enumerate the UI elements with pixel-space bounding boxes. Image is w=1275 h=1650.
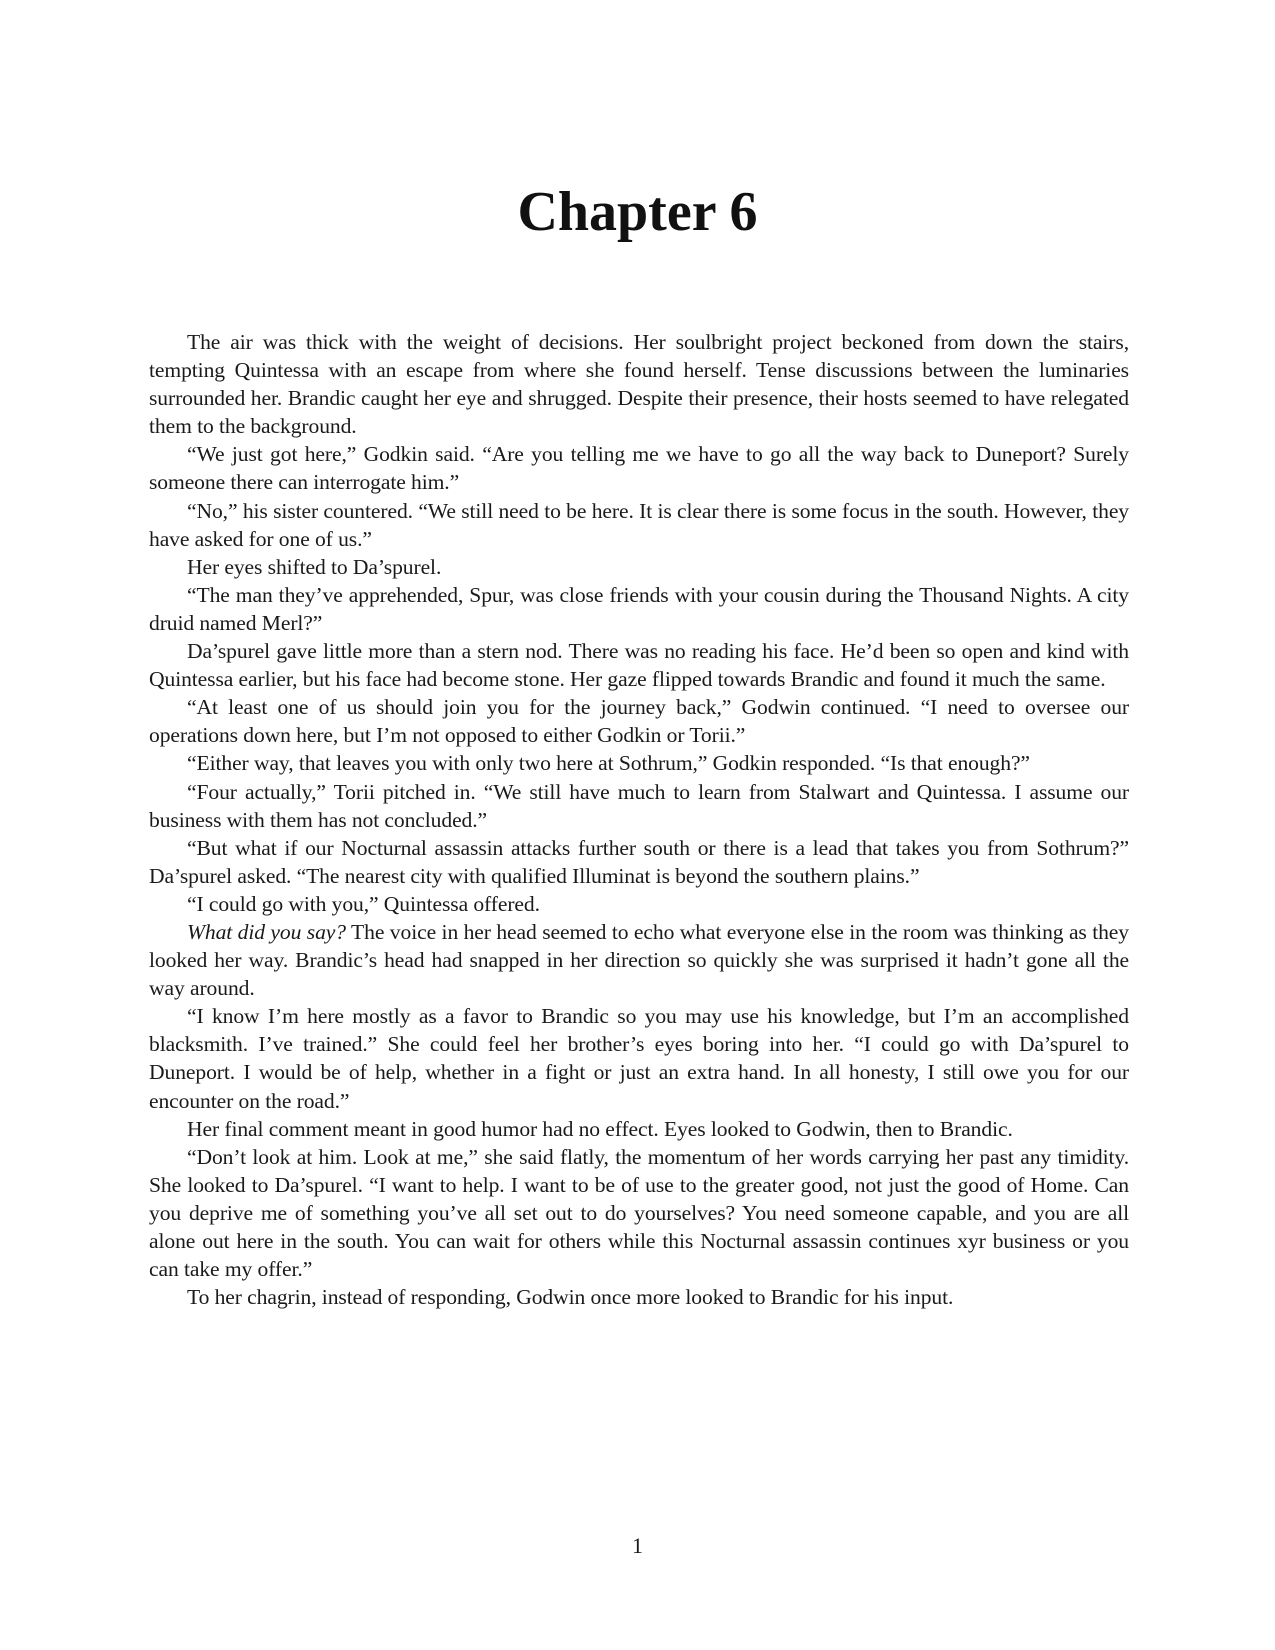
paragraph: “I know I’m here mostly as a favor to Brandic so you may use his knowledge, but I’m an accomplished blacksmith. I’ve trained.” She could feel her brother’s eyes boring into her. “I could go with Da’spurel to Duneport. I would be of help, whether in a fight or just an extra hand. In all honesty, I still owe you for our encounter on the road.” — [149, 1004, 1129, 1113]
paragraph: “Either way, that leaves you with only two here at Sothrum,” Godkin responded. “Is that enough?” — [187, 751, 1030, 776]
paragraph: “Four actually,” Torii pitched in. “We still have much to learn from Stalwart and Quintessa. I assume our business with them has not concluded.” — [149, 779, 1129, 832]
paragraph: “The man they’ve apprehended, Spur, was close friends with your cousin during the Thousand Nights. A city druid named Merl?” — [149, 582, 1129, 635]
paragraph: What did you say? The voice in her head seemed to echo what everyone else in the room was thinking as they looked her way. Brandic’s head had snapped in her direction so quickly she was surprised it hadn’t gone all the way around. — [149, 919, 1129, 1001]
paragraph: To her chagrin, instead of responding, Godwin once more looked to Brandic for his input. — [187, 1285, 954, 1310]
paragraph: “I could go with you,” Quintessa offered. — [187, 891, 540, 916]
paragraph: “No,” his sister countered. “We still need to be here. It is clear there is some focus in the south. However, they have asked for one of us.” — [149, 498, 1129, 551]
paragraph: Her final comment meant in good humor had no effect. Eyes looked to Godwin, then to Brandic. — [187, 1116, 1013, 1141]
chapter-body — [149, 328, 1129, 1311]
paragraph: “We just got here,” Godkin said. “Are you telling me we have to go all the way back to Duneport? Surely someone there can interrogate him.” — [149, 442, 1129, 495]
paragraph: The air was thick with the weight of decisions. Her soulbright project beckoned from down the stairs, tempting Quintessa with an escape from where she found herself. Tense discussions between the luminaries surrounded her. Brandic caught her eye and shrugged. Despite their presence, their hosts seemed to have relegated them to the background. — [149, 330, 1129, 439]
chapter-title: Chapter 6 — [517, 181, 758, 243]
paragraph: “At least one of us should join you for the journey back,” Godwin continued. “I need to oversee our operations down here, but I’m not opposed to either Godkin or Torii.” — [149, 695, 1129, 748]
paragraph: “But what if our Nocturnal assassin attacks further south or there is a lead that takes you from Sothrum?” Da’spurel asked. “The nearest city with qualified Illuminat is beyond the southern plains.” — [149, 835, 1129, 888]
paragraph: Her eyes shifted to Da’spurel. — [187, 554, 442, 579]
page-number: 1 — [632, 1533, 643, 1558]
paragraph: Da’spurel gave little more than a stern nod. There was no reading his face. He’d been so open and kind with Quintessa earlier, but his face had become stone. Her gaze flipped towards Brandic and found it much the same. — [149, 639, 1129, 692]
paragraph: “Don’t look at him. Look at me,” she said flatly, the momentum of her words carrying her past any timidity. She looked to Da’spurel. “I want to help. I want to be of use to the greater good, not just the good of Home. Can you deprive me of something you’ve all set out to do yourselves? You need someone capable, and you are all alone out here in the south. You can wait for others while this Nocturnal assassin continues xyr business or you can take my offer.” — [149, 1144, 1129, 1282]
italic-thought: What did you say? — [187, 919, 346, 944]
